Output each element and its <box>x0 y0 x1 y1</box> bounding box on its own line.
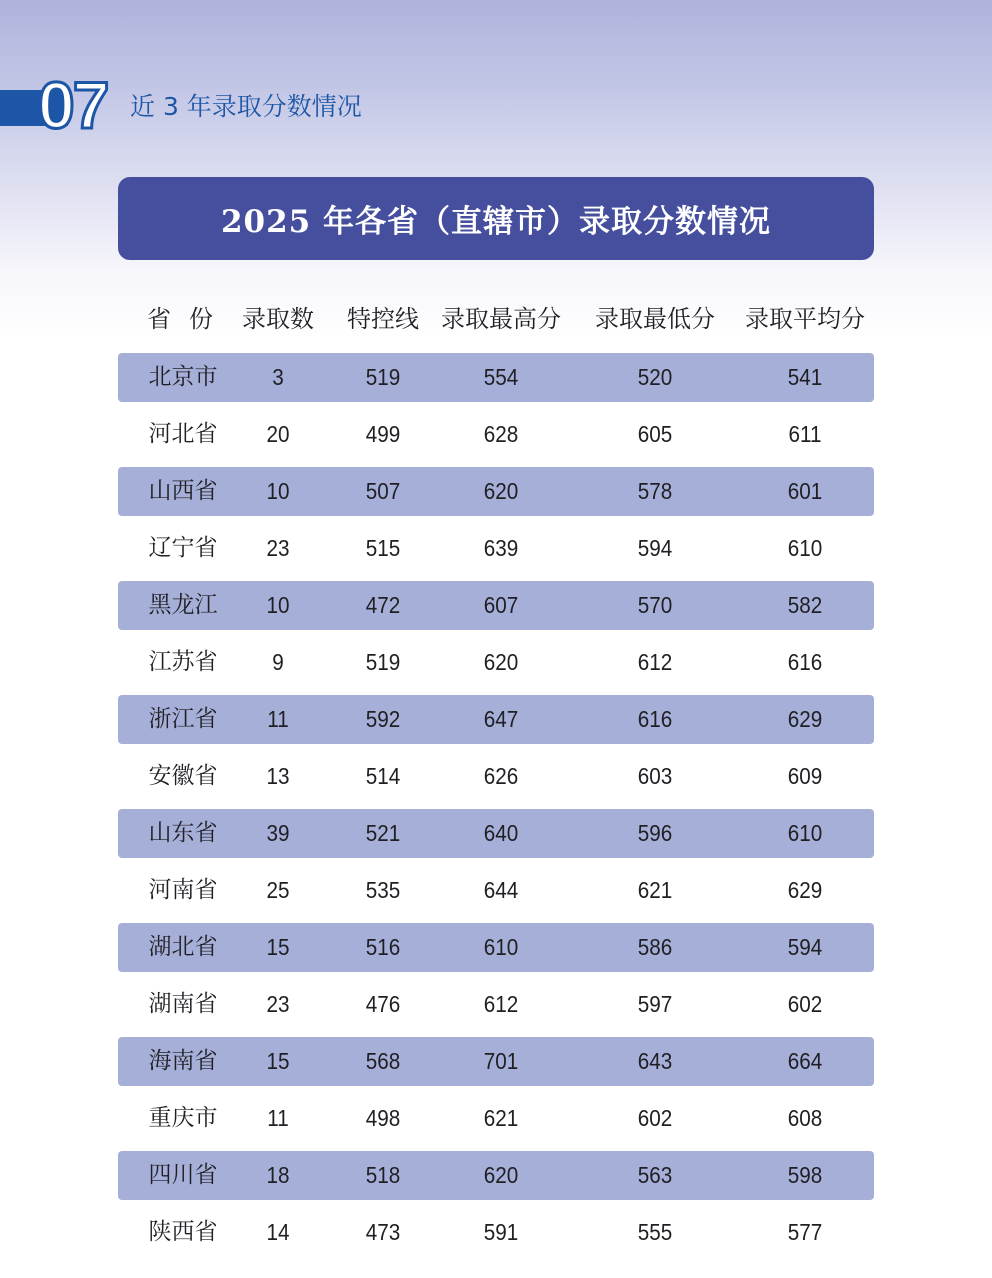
cell-admitted-count: 11 <box>267 706 289 732</box>
cell-special-control-line: 515 <box>365 535 401 561</box>
cell-highest-score: 621 <box>483 1105 519 1131</box>
table-row <box>118 581 874 630</box>
cell-special-control-line: 519 <box>365 364 401 390</box>
cell-province: 山西省 <box>148 478 218 504</box>
section-header <box>0 68 420 142</box>
cell-lowest-score: 563 <box>637 1162 673 1188</box>
cell-average-score: 611 <box>788 421 822 447</box>
cell-lowest-score: 596 <box>637 820 673 846</box>
cell-highest-score: 610 <box>483 934 519 960</box>
cell-special-control-line: 514 <box>365 763 401 789</box>
table-body <box>118 353 874 1257</box>
cell-province: 山东省 <box>148 820 218 846</box>
cell-lowest-score: 594 <box>637 535 673 561</box>
cell-highest-score: 554 <box>483 364 519 390</box>
cell-admitted-count: 18 <box>266 1162 290 1188</box>
cell-special-control-line: 521 <box>365 820 401 846</box>
table-row <box>118 1208 874 1257</box>
cell-special-control-line: 518 <box>365 1162 401 1188</box>
cell-highest-score: 626 <box>483 763 519 789</box>
cell-average-score: 610 <box>787 820 823 846</box>
cell-special-control-line: 472 <box>365 592 401 618</box>
cell-province: 湖北省 <box>148 934 218 960</box>
cell-admitted-count: 10 <box>266 592 290 618</box>
cell-special-control-line: 473 <box>365 1219 401 1245</box>
cell-average-score: 664 <box>787 1048 823 1074</box>
table-row <box>118 809 874 858</box>
cell-admitted-count: 14 <box>266 1219 290 1245</box>
cell-average-score: 582 <box>787 592 823 618</box>
table-row <box>118 467 874 516</box>
cell-special-control-line: 516 <box>365 934 401 960</box>
cell-lowest-score: 605 <box>637 421 673 447</box>
cell-lowest-score: 570 <box>637 592 673 618</box>
cell-average-score: 610 <box>787 535 823 561</box>
column-header-highest-score: 录取最高分 <box>441 305 561 333</box>
table-row <box>118 1037 874 1086</box>
cell-highest-score: 647 <box>483 706 519 732</box>
cell-highest-score: 620 <box>483 478 519 504</box>
column-header-province: 省份 <box>147 305 231 333</box>
cell-lowest-score: 555 <box>637 1219 673 1245</box>
cell-lowest-score: 621 <box>637 877 673 903</box>
cell-highest-score: 640 <box>483 820 519 846</box>
cell-admitted-count: 15 <box>266 1048 290 1074</box>
cell-lowest-score: 602 <box>637 1105 673 1131</box>
cell-province: 辽宁省 <box>148 535 218 561</box>
table-row <box>118 1094 874 1143</box>
cell-province: 河南省 <box>148 877 218 903</box>
cell-average-score: 629 <box>787 877 823 903</box>
table-row <box>118 638 874 687</box>
cell-average-score: 594 <box>787 934 823 960</box>
cell-lowest-score: 586 <box>637 934 673 960</box>
cell-province: 江苏省 <box>148 649 218 675</box>
column-header-admitted-count: 录取数 <box>242 305 314 333</box>
cell-admitted-count: 23 <box>266 535 290 561</box>
cell-lowest-score: 603 <box>637 763 673 789</box>
cell-average-score: 577 <box>787 1219 823 1245</box>
cell-province: 浙江省 <box>148 706 218 732</box>
section-title: 近 3 年录取分数情况 <box>130 92 362 121</box>
table-row <box>118 866 874 915</box>
cell-province: 河北省 <box>148 421 218 447</box>
column-header-lowest-score: 录取最低分 <box>595 305 715 333</box>
table-header-row <box>118 290 874 348</box>
cell-special-control-line: 476 <box>365 991 401 1017</box>
table-row <box>118 695 874 744</box>
cell-lowest-score: 616 <box>637 706 673 732</box>
cell-province: 重庆市 <box>148 1105 218 1131</box>
cell-average-score: 602 <box>787 991 823 1017</box>
cell-average-score: 541 <box>787 364 823 390</box>
cell-admitted-count: 11 <box>267 1105 289 1131</box>
table-row <box>118 353 874 402</box>
cell-average-score: 629 <box>787 706 823 732</box>
cell-province: 海南省 <box>148 1048 218 1074</box>
cell-average-score: 601 <box>787 478 823 504</box>
cell-special-control-line: 507 <box>365 478 401 504</box>
table-row <box>118 524 874 573</box>
cell-lowest-score: 597 <box>637 991 673 1017</box>
cell-admitted-count: 10 <box>266 478 290 504</box>
cell-special-control-line: 592 <box>365 706 401 732</box>
cell-special-control-line: 499 <box>365 421 401 447</box>
table-row <box>118 410 874 459</box>
cell-province: 北京市 <box>148 364 218 390</box>
cell-highest-score: 620 <box>483 649 519 675</box>
cell-admitted-count: 25 <box>266 877 290 903</box>
cell-highest-score: 644 <box>483 877 519 903</box>
cell-admitted-count: 13 <box>266 763 290 789</box>
cell-province: 湖南省 <box>148 991 218 1017</box>
cell-lowest-score: 520 <box>637 364 673 390</box>
cell-special-control-line: 498 <box>365 1105 401 1131</box>
cell-admitted-count: 23 <box>266 991 290 1017</box>
table-row <box>118 923 874 972</box>
cell-lowest-score: 612 <box>637 649 673 675</box>
cell-highest-score: 607 <box>483 592 519 618</box>
cell-province: 四川省 <box>148 1162 218 1188</box>
cell-admitted-count: 9 <box>272 649 284 675</box>
cell-highest-score: 591 <box>483 1219 519 1245</box>
cell-special-control-line: 519 <box>365 649 401 675</box>
cell-province: 安徽省 <box>148 763 218 789</box>
section-number: 07 <box>38 68 108 142</box>
table-row <box>118 1151 874 1200</box>
table-row <box>118 752 874 801</box>
cell-admitted-count: 20 <box>266 421 290 447</box>
cell-lowest-score: 643 <box>637 1048 673 1074</box>
table-title: 2025 年各省（直辖市）录取分数情况 <box>220 204 772 240</box>
cell-average-score: 598 <box>787 1162 823 1188</box>
admission-score-table <box>118 290 874 1265</box>
cell-highest-score: 701 <box>483 1048 519 1074</box>
cell-lowest-score: 578 <box>637 478 673 504</box>
cell-province: 黑龙江 <box>148 592 218 618</box>
cell-admitted-count: 15 <box>266 934 290 960</box>
cell-highest-score: 612 <box>483 991 519 1017</box>
cell-average-score: 609 <box>787 763 823 789</box>
title-banner <box>118 177 874 260</box>
table-row <box>118 980 874 1029</box>
cell-average-score: 608 <box>787 1105 823 1131</box>
column-header-average-score: 录取平均分 <box>745 305 865 333</box>
cell-admitted-count: 39 <box>266 820 290 846</box>
cell-highest-score: 628 <box>483 421 519 447</box>
cell-average-score: 616 <box>787 649 823 675</box>
cell-highest-score: 639 <box>483 535 519 561</box>
column-header-special-control-line: 特控线 <box>347 305 419 333</box>
cell-admitted-count: 3 <box>272 364 284 390</box>
cell-province: 陕西省 <box>148 1219 218 1245</box>
cell-special-control-line: 568 <box>365 1048 401 1074</box>
cell-special-control-line: 535 <box>365 877 401 903</box>
cell-highest-score: 620 <box>483 1162 519 1188</box>
